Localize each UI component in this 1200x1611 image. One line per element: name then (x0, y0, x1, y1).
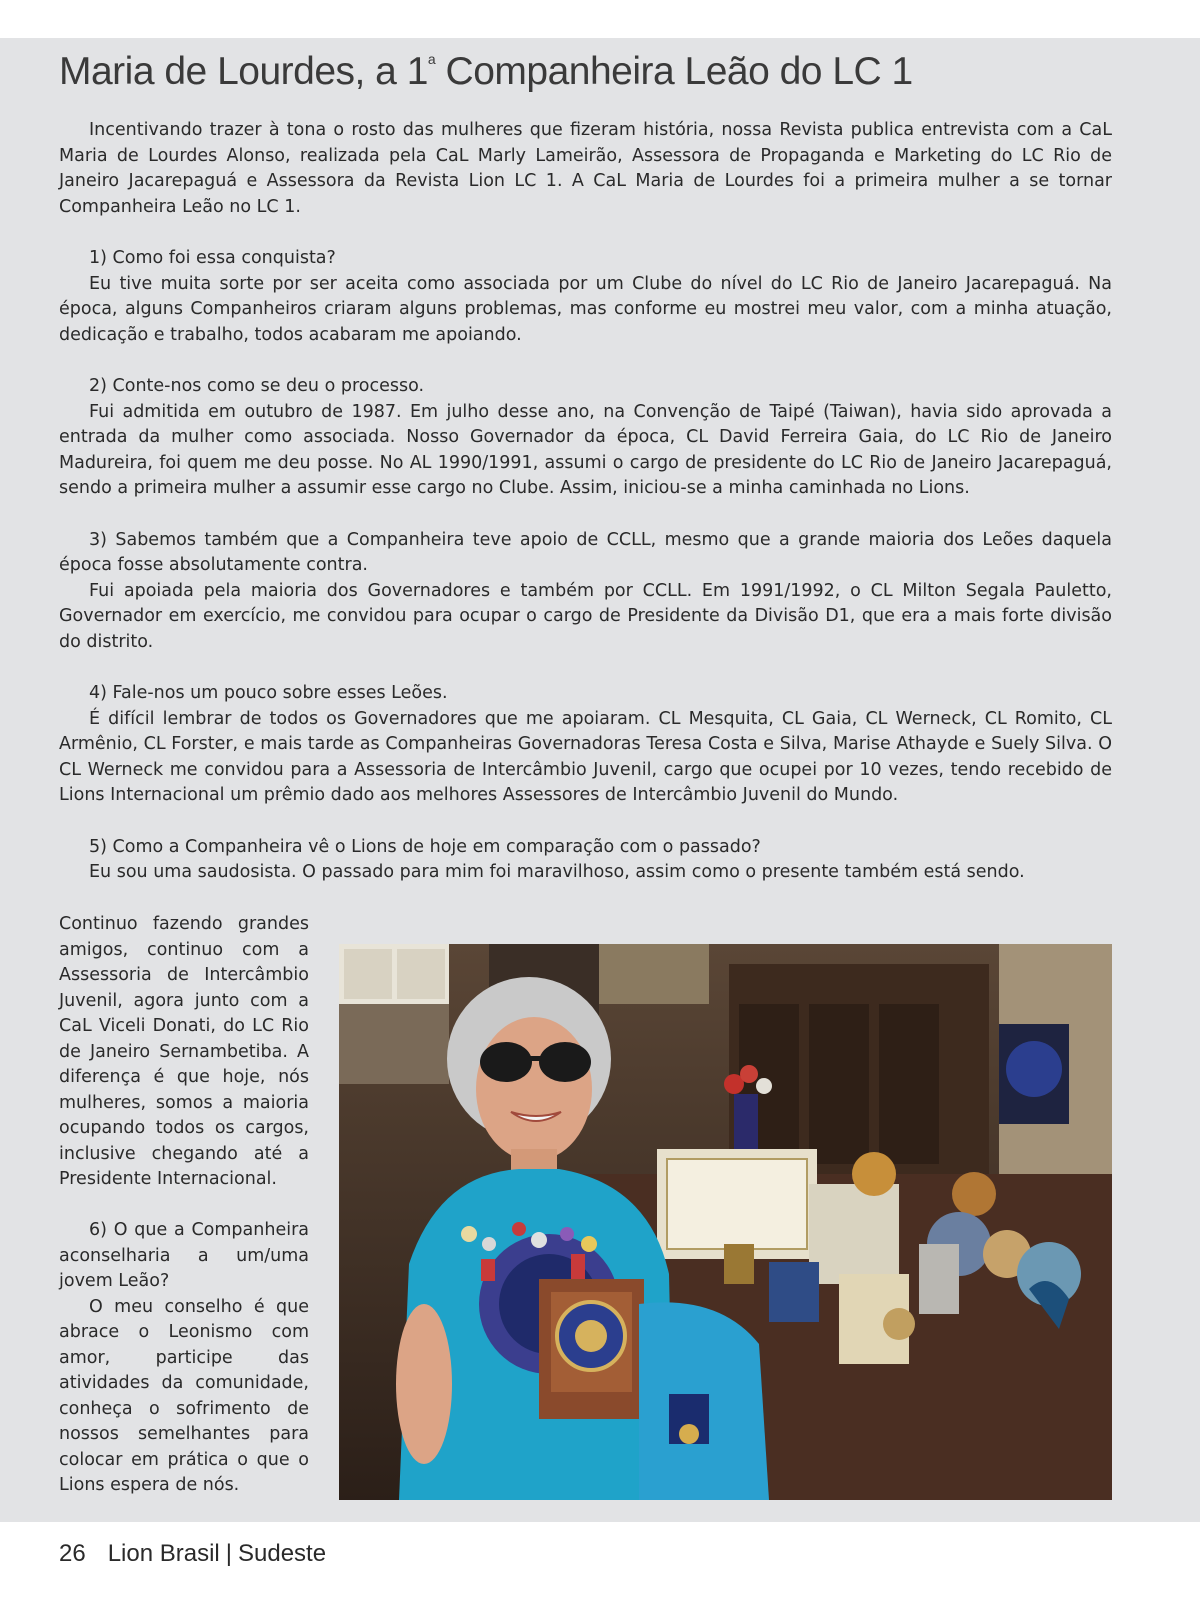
footer-separator: | (225, 1540, 232, 1567)
article-title (59, 50, 1159, 94)
question-6: 6) O que a Companheira aconselharia a um/uma jovem Leão? (59, 1220, 309, 1292)
intro-paragraph: Incentivando trazer à tona o rosto das mulheres que fizeram história, nossa Revista publica entrevista com a CaL Maria de Lourdes Alonso, realizada pela CaL Marly Lameirão, Assessora de Propaganda e Marketing do LC Rio de Janeiro Jacarepaguá e Assessora da Revista Lion LC 1. A CaL Maria de Lourdes foi a primeira mulher a se tornar Companheira Leão no LC 1. (59, 120, 1112, 217)
article-body (59, 118, 1112, 886)
title-main: Maria de Lourdes, a 1 (59, 50, 428, 93)
question-2: 2) Conte-nos como se deu o processo. (89, 375, 425, 396)
answer-6: O meu conselho é que abrace o Leonismo com amor, participe das atividades da comunidade, conheça o sofrimento de nossos semelhantes para colocar em prática o que o Lions espera de nós. (59, 1296, 309, 1496)
page-footer (59, 1540, 326, 1568)
section-name: Sudeste (238, 1540, 327, 1567)
side-column (59, 912, 309, 1499)
answer-3: Fui apoiada pela maioria dos Governadores e também por CCLL. Em 1991/1992, o CL Milton Segala Pauletto, Governador em exercício, me convidou para ocupar o cargo de Presidente da Divisão D1, que era a mais forte divisão do distrito. (59, 580, 1112, 652)
answer-1: Eu tive muita sorte por ser aceita como associada por um Clube do nível do LC Rio de Janeiro Jacarepaguá. Na época, alguns Companheiros criaram alguns problemas, mas conforme eu mostrei meu valor, com a minha atuação, dedicação e trabalho, todos acabaram me apoiando. (59, 273, 1112, 345)
answer-5-continued: Continuo fazendo grandes amigos, continuo com a Assessoria de Intercâmbio Juvenil, agora junto com a CaL Viceli Donati, do LC Rio de Janeiro Sernambetiba. A diferença é que hoje, nós mulheres, somos a maioria ocupando todos os cargos, inclusive chegando até a Presidente Internacional. (59, 914, 309, 1189)
title-ordinal: a (427, 51, 436, 67)
answer-4: É difícil lembrar de todos os Governadores que me apoiaram. CL Mesquita, CL Gaia, CL Werneck, CL Romito, CL Armênio, CL Forster, e mais tarde as Companheiras Governadoras Teresa Costa e Silva, Marise Athayde e Suely Silva. O CL Werneck me convidou para a Assessoria de Intercâmbio Juvenil, cargo que ocupei por 10 vezes, tendo recebido de Lions Internacional um prêmio dado aos melhores Assessores de Intercâmbio Juvenil do Mundo. (59, 708, 1112, 806)
photo-illustration (339, 944, 1112, 1500)
publication-name: Lion Brasil (107, 1540, 220, 1567)
page-number: 26 (59, 1540, 86, 1567)
question-5: 5) Como a Companheira vê o Lions de hoje em comparação com o passado? (89, 836, 761, 857)
answer-2: Fui admitida em outubro de 1987. Em julho desse ano, na Convenção de Taipé (Taiwan), havia sido aprovada a entrada da mulher como associada. Nosso Governador da época, CL David Ferreira Gaia, do LC Rio de Janeiro Madureira, foi quem me deu posse. No AL 1990/1991, assumi o cargo de presidente do LC Rio de Janeiro Jacarepaguá, sendo a primeira mulher a assumir esse cargo no Clube. Assim, iniciou-se a minha caminhada no Lions. (59, 401, 1112, 499)
interview-photo (339, 944, 1112, 1500)
title-rest: Companheira Leão do LC 1 (435, 50, 913, 93)
answer-5-start: Eu sou uma saudosista. O passado para mim foi maravilhoso, assim como o presente também está sendo. (89, 862, 1025, 883)
question-1: 1) Como foi essa conquista? (89, 247, 336, 268)
question-4: 4) Fale-nos um pouco sobre esses Leões. (89, 683, 448, 704)
question-3: 3) Sabemos também que a Companheira teve apoio de CCLL, mesmo que a grande maioria dos Leões daquela época fosse absolutamente contra. (59, 529, 1112, 576)
